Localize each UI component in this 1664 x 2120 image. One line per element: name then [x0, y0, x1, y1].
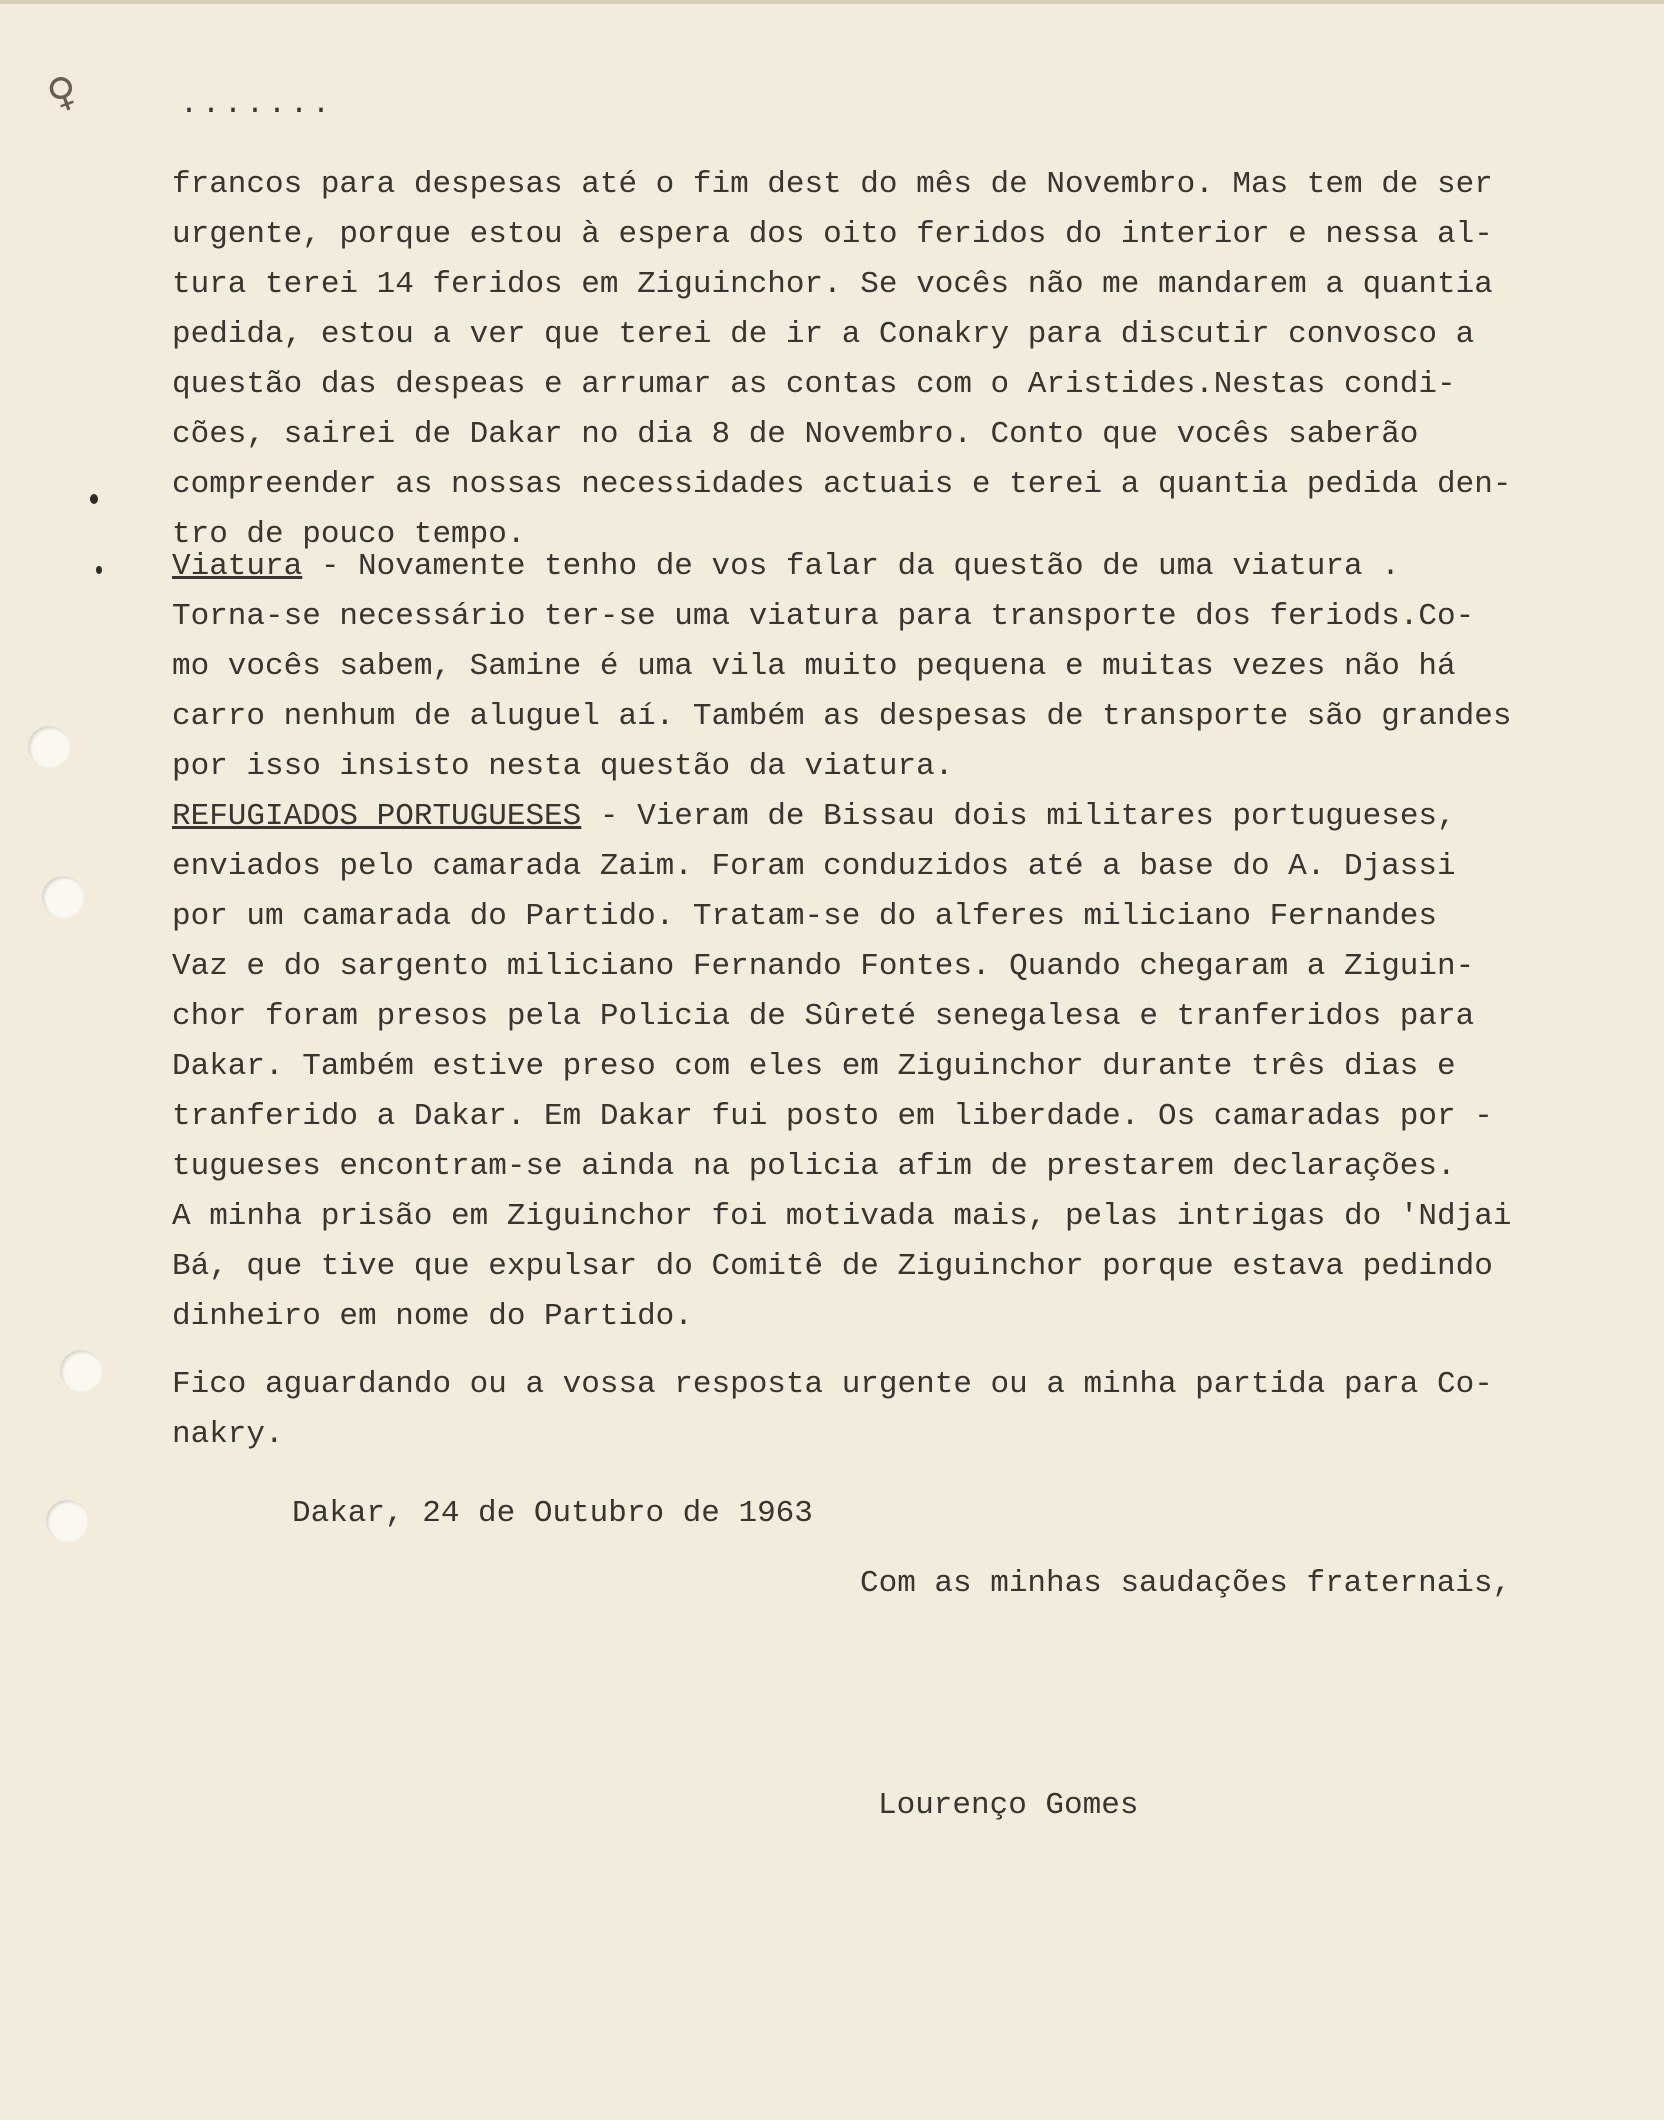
body-line: tugueses encontram-se ainda na policia afim de prestarem declarações.: [172, 1149, 1456, 1184]
body-line: urgente, porque estou à espera dos oito feridos do interior e nessa al-: [172, 217, 1493, 252]
body-line: tura terei 14 feridos em Ziguinchor. Se vocês não me mandarem a quantia: [172, 267, 1493, 302]
body-line: francos para despesas até o fim dest do mês de Novembro. Mas tem de ser: [172, 167, 1493, 202]
body-line: chor foram presos pela Policia de Sûreté senegalesa e tranferidos para: [172, 999, 1475, 1034]
punch-hole-icon: [42, 876, 84, 918]
body-line: - Vieram de Bissau dois militares portugueses,: [599, 799, 1456, 834]
body-line: A minha prisão em Ziguinchor foi motivada mais, pelas intrigas do 'Ndjai: [172, 1199, 1512, 1234]
body-line: cões, sairei de Dakar no dia 8 de Novembro. Conto que vocês saberão: [172, 417, 1419, 452]
body-line: Torna-se necessário ter-se uma viatura para transporte dos feriods.Co-: [172, 599, 1475, 634]
body-line: Fico aguardando ou a vossa resposta urgente ou a minha partida para Co-: [172, 1367, 1493, 1402]
body-line: questão das despeas e arrumar as contas com o Aristides.Nestas condi-: [172, 367, 1456, 402]
viatura-paragraph-line: [172, 542, 1642, 592]
heading-viatura: Viatura: [172, 549, 303, 584]
heading-refugiados: REFUGIADOS PORTUGUESES: [172, 799, 582, 834]
margin-dot-icon: [90, 494, 98, 504]
paragraph-gap: [172, 1342, 1642, 1360]
body-line: dinheiro em nome do Partido.: [172, 1299, 693, 1334]
punch-hole-icon: [46, 1500, 88, 1542]
body-line: Bá, que tive que expulsar do Comitê de Ziguinchor porque estava pedindo: [172, 1249, 1493, 1284]
body-line: - Novamente tenho de vos falar da questão de uma viatura .: [320, 549, 1400, 584]
signature-name: Lourenço Gomes: [878, 1788, 1139, 1823]
body-line: por isso insisto nesta questão da viatura.: [172, 749, 954, 784]
body-line: tro de pouco tempo.: [172, 517, 526, 552]
body-line: Vaz e do sargento miliciano Fernando Fontes. Quando chegaram a Ziguin-: [172, 949, 1475, 984]
handwritten-mark-icon: ♀: [41, 66, 85, 120]
body-line: nakry.: [172, 1417, 284, 1452]
body-line: enviados pelo camarada Zaim. Foram conduzidos até a base do A. Djassi: [172, 849, 1456, 884]
closing-salutation: Com as minhas saudações fraternais,: [860, 1566, 1512, 1601]
letter-date: Dakar, 24 de Outubro de 1963: [292, 1496, 813, 1531]
body-line: mo vocês sabem, Samine é uma vila muito pequena e muitas vezes não há: [172, 649, 1456, 684]
body-line: compreender as nossas necessidades actuais e terei a quantia pedida den-: [172, 467, 1512, 502]
ellipsis-header: .......: [180, 88, 335, 122]
body-line: carro nenhum de aluguel aí. Também as despesas de transporte são grandes: [172, 699, 1512, 734]
margin-dot-icon: [96, 566, 102, 574]
letter-body: [172, 160, 1642, 1460]
refugiados-paragraph-line: [172, 792, 1642, 842]
punch-hole-icon: [60, 1350, 102, 1392]
body-line: por um camarada do Partido. Tratam-se do alferes miliciano Fernandes: [172, 899, 1438, 934]
body-line: tranferido a Dakar. Em Dakar fui posto em liberdade. Os camaradas por -: [172, 1099, 1493, 1134]
punch-hole-icon: [28, 726, 70, 768]
body-line: Dakar. Também estive preso com eles em Ziguinchor durante três dias e: [172, 1049, 1456, 1084]
top-edge: [0, 0, 1664, 4]
body-line: pedida, estou a ver que terei de ir a Conakry para discutir convosco a: [172, 317, 1475, 352]
